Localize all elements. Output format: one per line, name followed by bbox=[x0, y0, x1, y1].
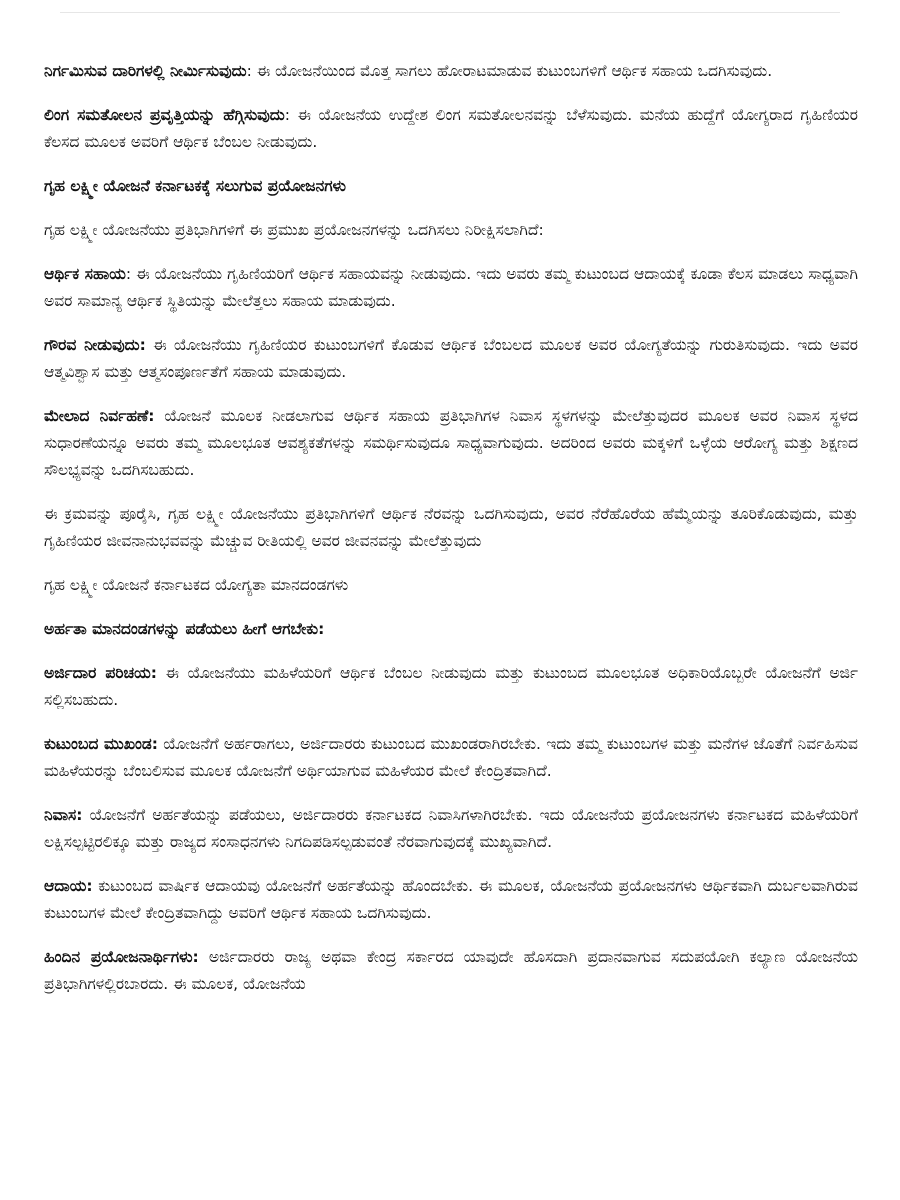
separator: : bbox=[284, 106, 290, 124]
term: ಹಿಂದಿನ ಪ್ರಯೋಜನಾರ್ಥಿಗಳು: bbox=[44, 948, 199, 966]
summary-paragraph: ಈ ಕ್ರಮವನ್ನು ಪೂರೈಸಿ, ಗೃಹ ಲಕ್ಷ್ಮೀ ಯೋಜನೆಯು ಪ್ರತಿಭಾಗಿಗಳಿಗೆ ಆರ್ಥಿಕ ನೆರವನ್ನು ಒದಗಿಸುವುದು, ಅವರ ನೆರೆಹೊರೆಯ ಹೆಮ್ಮೆಯನ್ನು ತೂರಿಕೊಡುವುದು, ಮತ್ತು ಗೃಹಿಣಿಯರ ಜೀವನಾನುಭವವನ್ನು ಮೆಚ್ಚುವ ರೀತಿಯಲ್ಲಿ ಅವರ ಜೀವನವನ್ನು ಮೇಲೆತ್ತುವುದು bbox=[44, 505, 858, 550]
body-text: ಈ ಯೋಜನೆಯಿಂದ ಮೊತ್ತ ಸಾಗಲು ಹೋರಾಟಮಾಡುವ ಕುಟುಂಬಗಳಿಗೆ ಆರ್ಥಿಕ ಸಹಾಯ ಒದಗಿಸುವುದು. bbox=[251, 62, 773, 80]
eligibility-title: ಗೃಹ ಲಕ್ಷ್ಮೀ ಯೋಜನೆ ಕರ್ನಾಟಕದ ಯೋಗ್ಯತಾ ಮಾನದಂಡಗಳು bbox=[44, 576, 349, 594]
benefit-financial-help bbox=[44, 261, 858, 315]
eligibility-heading: ಅರ್ಹತಾ ಮಾನದಂಡಗಳನ್ನು ಪಡೆಯಲು ಹೀಗೆ ಆಗಬೇಕು: bbox=[44, 620, 325, 638]
criterion-family-head bbox=[44, 731, 858, 785]
benefit-respect bbox=[44, 332, 858, 386]
paragraph-exit-paths bbox=[44, 58, 858, 85]
criterion-applicant bbox=[44, 660, 858, 714]
body-text: ಕುಟುಂಬದ ವಾರ್ಷಿಕ ಆದಾಯವು ಯೋಜನೆಗೆ ಅರ್ಹತೆಯನ್ನು ಹೊಂದಬೇಕು. ಈ ಮೂಲಕ, ಯೋಜನೆಯ ಪ್ರಯೋಜನಗಳು ಆರ್ಥಿಕವಾಗಿ ದುರ್ಬಲವಾಗಿರುವ ಕುಟುಂಬಗಳ ಮೇಲೆ ಕೇಂದ್ರಿತವಾಗಿದ್ದು ಅವರಿಗೆ ಆರ್ಥಿಕ ಸಹಾಯ ಒದಗಿಸುವುದು. bbox=[44, 877, 858, 922]
paragraph-gender-balance bbox=[44, 102, 858, 156]
body-text: ಯೋಜನೆಗೆ ಅರ್ಹರಾಗಲು, ಅರ್ಜಿದಾರರು ಕುಟುಂಬದ ಮುಖಂಡರಾಗಿರಬೇಕು. ಇದು ತಮ್ಮ ಕುಟುಂಬಗಳ ಮತ್ತು ಮನೆಗಳ ಜೊತೆಗೆ ನಿರ್ವಹಿಸುವ ಮಹಿಳೆಯರನ್ನು ಬೆಂಬಲಿಸುವ ಮೂಲಕ ಯೋಜನೆಗೆ ಅರ್ಥಿಯಾಗುವ ಮಹಿಳೆಯರ ಮೇಲೆ ಕೇಂದ್ರಿತವಾಗಿದೆ. bbox=[44, 735, 858, 780]
body-text: ಯೋಜನೆಗೆ ಅರ್ಹತೆಯನ್ನು ಪಡೆಯಲು, ಅರ್ಜಿದಾರರು ಕರ್ನಾಟಕದ ನಿವಾಸಿಗಳಾಗಿರಬೇಕು. ಇದು ಯೋಜನೆಯ ಪ್ರಯೋಜನಗಳು ಕರ್ನಾಟಕದ ಮಹಿಳೆಯರಿಗೆ ಲಕ್ಷಿಸಲ್ಪಟ್ಟಿರಲಿಕ್ಕೂ ಮತ್ತು ರಾಜ್ಯದ ಸಂಸಾಧನಗಳು ನಿಗದಿಪಡಿಸಲ್ಪಡುವಂತೆ ನೆರವಾಗುವುದಕ್ಕೆ ಮುಖ್ಯವಾಗಿದೆ. bbox=[44, 806, 858, 851]
body-text: ಈ ಯೋಜನೆಯು ಮಹಿಳೆಯರಿಗೆ ಆರ್ಥಿಕ ಬೆಂಬಲ ನೀಡುವುದು ಮತ್ತು ಕುಟುಂಬದ ಮೂಲಭೂತ ಅಧಿಕಾರಿಯೊಬ್ಬರೇ ಯೋಜನೆಗೆ ಅರ್ಜಿ ಸಲ್ಲಿಸಬಹುದು. bbox=[44, 664, 858, 709]
criterion-income bbox=[44, 873, 858, 927]
term: ಗೌರವ ನೀಡುವುದು: bbox=[44, 336, 146, 354]
body-text: ಯೋಜನೆ ಮೂಲಕ ನೀಡಲಾಗುವ ಆರ್ಥಿಕ ಸಹಾಯ ಪ್ರತಿಭಾಗಿಗಳ ನಿವಾಸ ಸ್ಥಳಗಳನ್ನು ಮೇಲೆತ್ತುವುದರ ಮೂಲಕ ಅವರ ನಿವಾಸ ಸ್ಥಳದ ಸುಧಾರಣೆಯನ್ನೂ ಅವರು ತಮ್ಮ ಮೂಲಭೂತ ಆವಶ್ಯಕತೆಗಳನ್ನು ಸಮರ್ಥಿಸುವುದೂ ಸಾಧ್ಯವಾಗುವುದು. ಅದರಿಂದ ಅವರು ಮಕ್ಕಳಿಗೆ ಒಳ್ಳೆಯ ಆರೋಗ್ಯ ಮತ್ತು ಶಿಕ್ಷಣದ ಸೌಲಭ್ಯವನ್ನು ಒದಗಿಸಬಹುದು. bbox=[44, 407, 858, 479]
term: ನಿವಾಸ: bbox=[44, 806, 83, 824]
separator: : bbox=[246, 62, 252, 80]
benefits-intro: ಗೃಹ ಲಕ್ಷ್ಮೀ ಯೋಜನೆಯು ಪ್ರತಿಭಾಗಿಗಳಿಗೆ ಈ ಪ್ರಮುಖ ಪ್ರಯೋಜನಗಳನ್ನು ಒದಗಿಸಲು ನಿರೀಕ್ಷಿಸಲಾಗಿದೆ: bbox=[44, 221, 544, 239]
term: ನಿರ್ಗಮಿಸುವ ದಾರಿಗಳಲ್ಲಿ ನೀರ್ಮಿಸುವುದು bbox=[44, 62, 247, 80]
term: ಆದಾಯ: bbox=[44, 877, 93, 895]
criterion-previous-beneficiaries bbox=[44, 944, 858, 998]
benefit-better-management bbox=[44, 403, 858, 484]
body-text: ಈ ಯೋಜನೆಯು ಗೃಹಿಣಿಯರ ಕುಟುಂಬಗಳಿಗೆ ಕೊಡುವ ಆರ್ಥಿಕ ಬೆಂಬಲದ ಮೂಲಕ ಅವರ ಯೋಗ್ಯತೆಯನ್ನು ಗುರುತಿಸುವುದು. ಇದು ಅವರ ಆತ್ಮವಿಶ್ವಾಸ ಮತ್ತು ಆತ್ಮಸಂಪೂರ್ಣತೆಗೆ ಸಹಾಯ ಮಾಡುವುದು. bbox=[44, 336, 858, 381]
body-text: ಈ ಯೋಜನೆಯ ಉದ್ದೇಶ ಲಿಂಗ ಸಮತೋಲನವನ್ನು ಬೆಳೆಸುವುದು. ಮನೆಯ ಹುದ್ದೆಗೆ ಯೋಗ್ಯರಾದ ಗೃಹಿಣಿಯರ ಕೆಲಸದ ಮೂಲಕ ಅವರಿಗೆ ಆರ್ಥಿಕ ಬೆಂಬಲ ನೀಡುವುದು. bbox=[44, 106, 858, 151]
body-text: ಅರ್ಜಿದಾರರು ರಾಜ್ಯ ಅಥವಾ ಕೇಂದ್ರ ಸರ್ಕಾರದ ಯಾವುದೇ ಹೊಸದಾಗಿ ಪ್ರದಾನವಾಗುವ ಸದುಪಯೋಗಿ ಕಲ್ಯಾಣ ಯೋಜನೆಯ ಪ್ರತಿಭಾಗಿಗಳಲ್ಲಿರಬಾರದು. ಈ ಮೂಲಕ, ಯೋಜನೆಯ bbox=[44, 948, 859, 993]
separator: : bbox=[125, 265, 132, 283]
term: ಆರ್ಥಿಕ ಸಹಾಯ bbox=[44, 265, 126, 283]
term: ಕುಟುಂಬದ ಮುಖಂಡ: bbox=[44, 735, 158, 753]
term: ಅರ್ಜಿದಾರ ಪರಿಚಯ: bbox=[44, 664, 157, 682]
criterion-residence bbox=[44, 802, 858, 856]
term: ಲಿಂಗ ಸಮತೋಲನ ಪ್ರವೃತ್ತಿಯನ್ನು ಹೆಗ್ಗಿಸುವುದು bbox=[44, 106, 285, 124]
term: ಮೇಲಾದ ನಿರ್ವಹಣೆ: bbox=[44, 407, 155, 425]
benefits-heading: ಗೃಹ ಲಕ್ಷ್ಮೀ ಯೋಜನೆ ಕರ್ನಾಟಕಕ್ಕೆ ಸಲುಗುವ ಪ್ರಯೋಜನಗಳು bbox=[44, 177, 346, 195]
body-text: ಈ ಯೋಜನೆಯು ಗೃಹಿಣಿಯರಿಗೆ ಆರ್ಥಿಕ ಸಹಾಯವನ್ನು ನೀಡುವುದು. ಇದು ಅವರು ತಮ್ಮ ಕುಟುಂಬದ ಆದಾಯಕ್ಕೆ ಕೂಡಾ ಕೆಲಸ ಮಾಡಲು ಸಾಧ್ಯವಾಗಿ ಅವರ ಸಾಮಾನ್ಯ ಆರ್ಥಿಕ ಸ್ಥಿತಿಯನ್ನು ಮೇಲೆತ್ತಲು ಸಹಾಯ ಮಾಡುವುದು. bbox=[44, 265, 858, 310]
